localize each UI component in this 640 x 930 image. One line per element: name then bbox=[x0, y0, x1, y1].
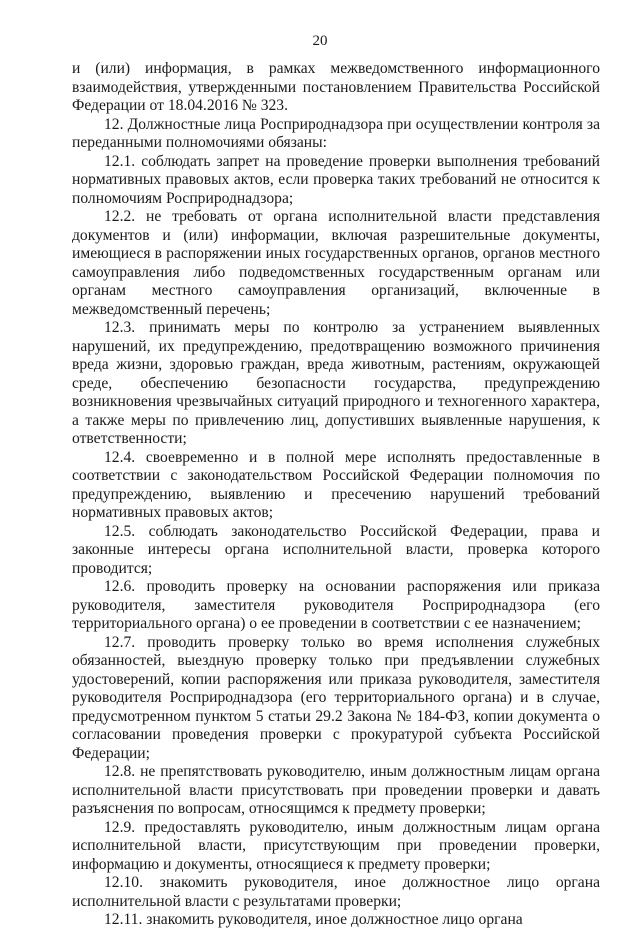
paragraph-12-8: 12.8. не препятствовать руководителю, иным должностным лицам органа исполнительной власти присутствовать при проведении проверки и давать разъяснения по вопросам, относящимся к предмету проверки; bbox=[72, 763, 600, 817]
page-number: 20 bbox=[312, 33, 328, 49]
paragraph-12-5: 12.5. соблюдать законодательство Российской Федерации, права и законные интересы органа исполнительной власти, проверка которого проводится; bbox=[72, 522, 600, 577]
paragraph-12-9: 12.9. предоставлять руководителю, иным должностным лицам органа исполнительной власти, присутствующим при проведении проверки, информацию и документы, относящиеся к предмету проверки; bbox=[72, 818, 600, 873]
paragraph-continuation: и (или) информация, в рамках межведомственного информационного взаимодействия, утвержденными постановлением Правительства Российской Федерации от 18.04.2016 № 323. bbox=[72, 60, 600, 114]
paragraph-12-10: 12.10. знакомить руководителя, иное должностное лицо органа исполнительной власти с результатами проверки; bbox=[72, 874, 600, 910]
paragraph-12-11: 12.11. знакомить руководителя, иное должностное лицо органа bbox=[104, 911, 523, 928]
paragraph-12-2: 12.2. не требовать от органа исполнительной власти представления документов и (или) информации, включая разрешительные документы, имеющиеся в распоряжении иных государственных органов, органов местного самоуправления либо подведомственных государственным органам или органам местного самоуправления организаций, включенные в межведомственный перечень; bbox=[72, 208, 600, 318]
paragraph-12-6: 12.6. проводить проверку на основании распоряжения или приказа руководителя, заместителя руководителя Росприроднадзора (его территориального органа) о ее проведении в соответствии с ее назначением; bbox=[72, 578, 600, 632]
paragraph-12-3: 12.3. принимать меры по контролю за устранением выявленных нарушений, их предупреждению, предотвращению возможного причинения вреда жизни, здоровью граждан, вреда животным, растениям, окружающей среде, обеспечению безопасности государства, предупреждению возникновения чрезвычайных ситуаций природного и техногенного характера, а также меры по привлечению лиц, допустивших выявленные нарушения, к ответственности; bbox=[72, 319, 600, 447]
paragraph-12: 12. Должностные лица Росприроднадзора при осуществлении контроля за переданными полномочиями обязаны: bbox=[72, 115, 600, 151]
paragraph-12-4: 12.4. своевременно и в полной мере исполнять предоставленные в соответствии с законодательством Российской Федерации полномочия по предупреждению, выявлению и пресечению нарушений требований нормативных правовых актов; bbox=[72, 448, 600, 521]
paragraph-12-1: 12.1. соблюдать запрет на проведение проверки выполнения требований нормативных правовых актов, если проверка таких требований не относится к полномочиям Росприроднадзора; bbox=[72, 152, 600, 207]
document-body bbox=[72, 60, 600, 930]
paragraph-12-7: 12.7. проводить проверку только во время исполнения служебных обязанностей, выездную проверку только при предъявлении служебных удостоверений, копии распоряжения или приказа руководителя, заместителя руководителя Росприроднадзора (его территориального органа) и в случае, предусмотренном пунктом 5 статьи 29.2 Закона № 184-ФЗ, копии документа о согласовании проведения проверки с прокуратурой субъекта Российской Федерации; bbox=[72, 633, 600, 762]
